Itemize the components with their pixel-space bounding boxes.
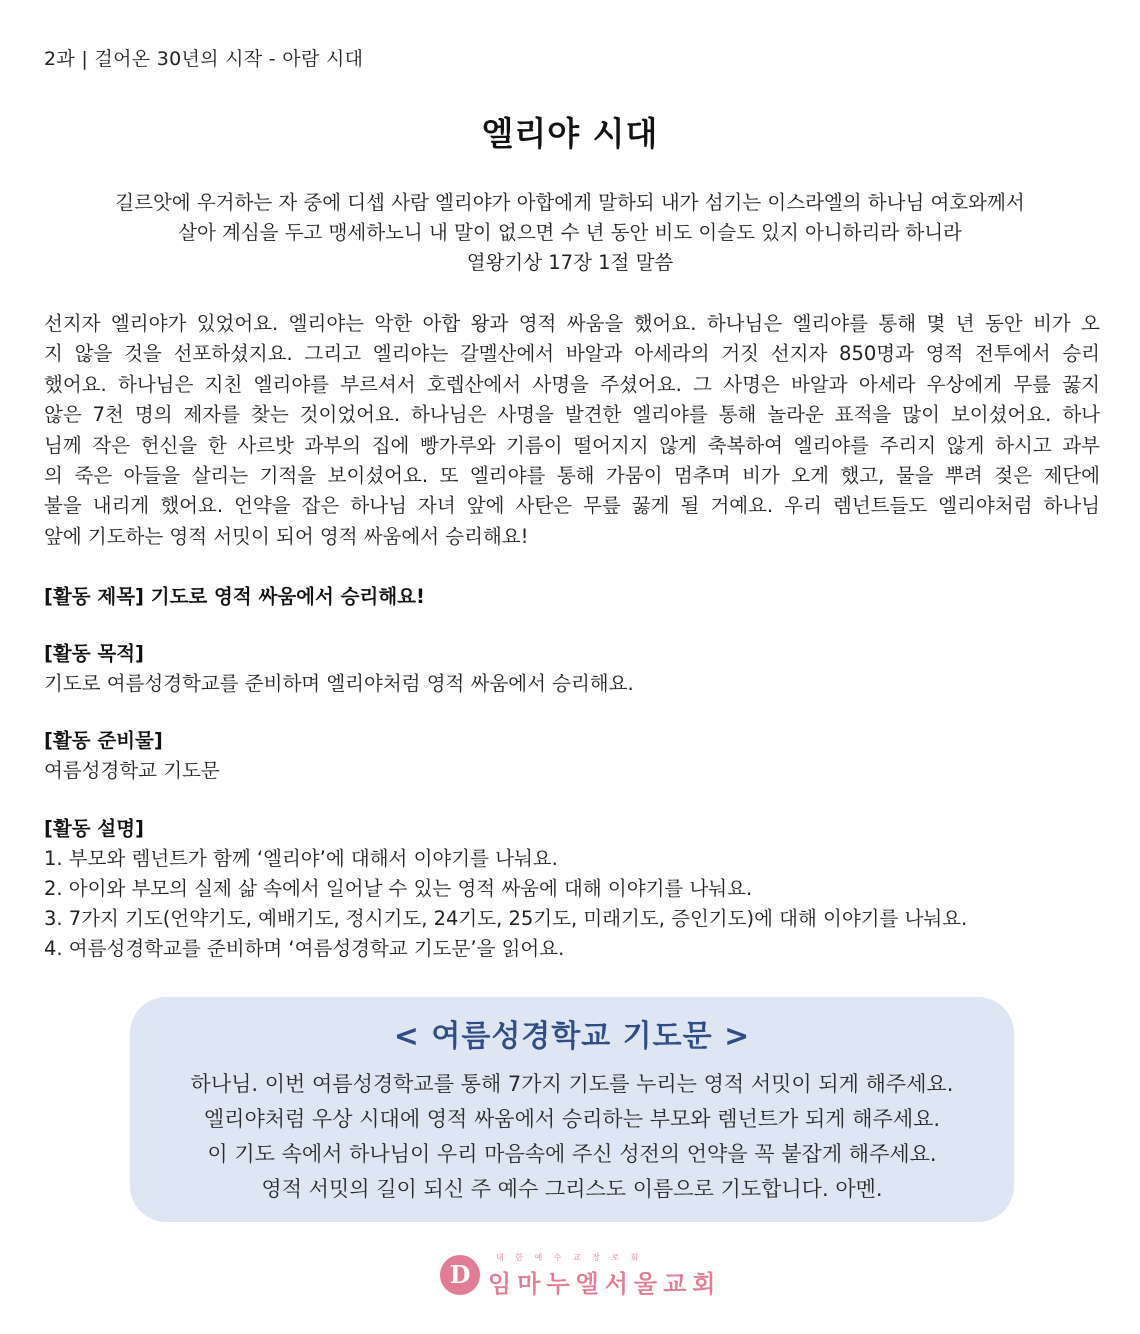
activity-goal-text: 기도로 여름성경학교를 준비하며 엘리야처럼 영적 싸움에서 승리해요.: [44, 672, 634, 695]
page-title: 엘리야 시대: [481, 114, 659, 153]
prayer-box: [130, 997, 1014, 1222]
prayer-line: 이 기도 속에서 하나님이 우리 마음속에 주신 성전의 언약을 꼭 붙잡게 해주세요.: [207, 1142, 937, 1166]
prayer-line: 영적 서밋의 길이 되신 주 예수 그리스도 이름으로 기도합니다. 아멘.: [261, 1177, 883, 1201]
body-line: 앞에 기도하는 영적 서밋이 되어 영적 싸움에서 승리해요!: [44, 524, 529, 548]
activity-step: 4. 여름성경학교를 준비하며 ‘여름성경학교 기도문’을 읽어요.: [44, 937, 565, 960]
activity-step: 3. 7가지 기도(언약기도, 예배기도, 정시기도, 24기도, 25기도, 미래기도, 증인기도)에 대해 이야기를 나눠요.: [44, 907, 968, 930]
prayer-title: < 여름성경학교 기도문 >: [393, 1019, 751, 1054]
scripture-verse: [40, 188, 1100, 278]
church-logo: [440, 1250, 720, 1300]
verse-line: 길르앗에 우거하는 자 중에 디셉 사람 엘리야가 아합에게 말하되 내가 섬기는 이스라엘의 하나님 여호와께서: [115, 191, 1025, 214]
activity-materials-heading: [활동 준비물]: [44, 729, 163, 752]
activity-description-section: [44, 814, 967, 964]
activity-title-section: [44, 582, 425, 612]
activity-goal-section: [44, 639, 634, 699]
logo-mark-letter: D: [449, 1260, 471, 1289]
prayer-text: [130, 1067, 1014, 1207]
body-line: 불을 내리게 했어요. 언약을 잡은 하나님 자녀 앞에 사탄은 무릎 꿇게 될 거예요. 우리 렘넌트들도 엘리야처럼 하나님: [44, 494, 1100, 518]
activity-step: 2. 아이와 부모의 실제 삶 속에서 일어날 수 있는 영적 싸움에 대해 이야기를 나눠요.: [44, 877, 753, 900]
prayer-line: 엘리야처럼 우상 시대에 영적 싸움에서 승리하는 부모와 렘넌트가 되게 해주세요.: [203, 1107, 941, 1131]
body-line: 의 죽은 아들을 살리는 기적을 보이셨어요. 또 엘리야를 통해 가뭄이 멈추며 비가 오게 했고, 물을 뿌려 젖은 제단에: [44, 464, 1100, 488]
body-line: 했어요. 하나님은 지친 엘리야를 부르셔서 호렙산에서 사명을 주셨어요. 그 사명은 바알과 아세라 우상에게 무릎 꿇지: [44, 372, 1100, 396]
logo-denomination: 대한예수교장로회: [496, 1253, 650, 1262]
logo-mark-icon: [440, 1255, 480, 1295]
activity-goal-heading: [활동 목적]: [44, 642, 144, 665]
verse-reference: 열왕기상 17장 1절 말씀: [466, 251, 674, 274]
lesson-header: 2과 | 걸어온 30년의 시작 - 아람 시대: [44, 48, 364, 70]
activity-title: [활동 제목] 기도로 영적 싸움에서 승리해요!: [44, 585, 425, 608]
body-paragraph: [44, 309, 1100, 552]
body-line: 지 않을 것을 선포하셨지요. 그리고 엘리야는 갈멜산에서 바알과 아세라의 거짓 선지자 850명과 영적 전투에서 승리: [44, 342, 1100, 366]
prayer-line: 하나님. 이번 여름성경학교를 통해 7가지 기도를 누리는 영적 서밋이 되게 해주세요.: [190, 1072, 954, 1096]
verse-line: 살아 계심을 두고 맹세하노니 내 말이 없으면 수 년 동안 비도 이슬도 있지 아니하리라 하니라: [178, 221, 962, 244]
logo-church-name: 임마누엘서울교회: [488, 1270, 722, 1298]
activity-description-heading: [활동 설명]: [44, 817, 144, 840]
body-line: 않은 7천 명의 제자를 찾는 것이었어요. 하나님은 사명을 발견한 엘리야를 통해 놀라운 표적을 많이 보이셨어요. 하나: [44, 403, 1100, 427]
activity-step: 1. 부모와 렘넌트가 함께 ‘엘리야’에 대해서 이야기를 나눠요.: [44, 847, 558, 870]
body-line: 님께 작은 헌신을 한 사르밧 과부의 집에 빵가루와 기름이 떨어지지 않게 축복하여 엘리야를 주리지 않게 하시고 과부: [44, 433, 1100, 457]
activity-materials-section: [44, 726, 220, 786]
activity-materials-text: 여름성경학교 기도문: [44, 759, 220, 782]
body-line: 선지자 엘리야가 있었어요. 엘리야는 악한 아합 왕과 영적 싸움을 했어요. 하나님은 엘리야를 통해 몇 년 동안 비가 오: [44, 312, 1100, 335]
